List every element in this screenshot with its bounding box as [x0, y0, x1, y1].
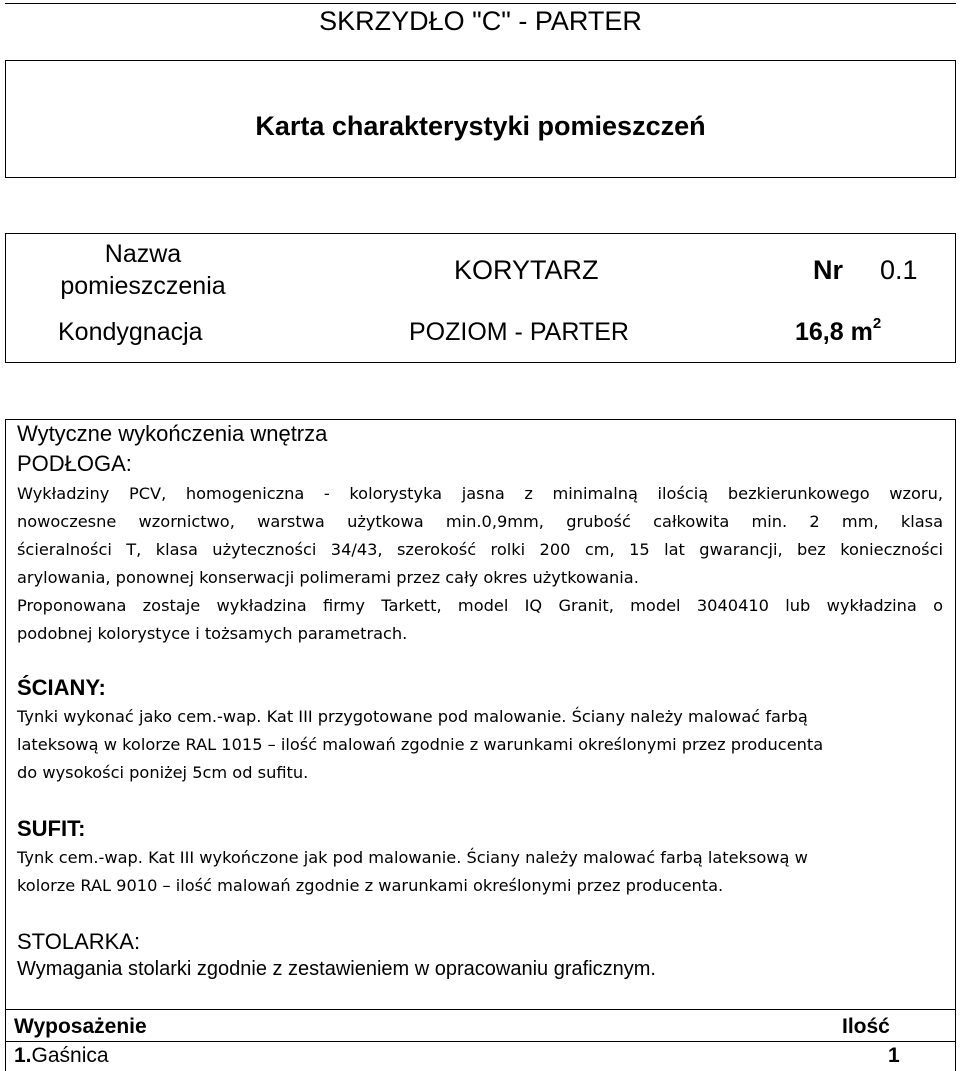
room-nr-label: Nr	[813, 255, 844, 285]
room-area-unit: 2	[872, 315, 882, 332]
section-title: SKRZYDŁO "C" - PARTER	[319, 6, 642, 36]
joinery-heading: STOLARKA:	[17, 929, 141, 954]
room-name-label-line2: pomieszczenia	[60, 272, 226, 300]
floor-line-3: ścieralności T, klasa użyteczności 34/43, szerokość rolki 200 cm, 15 lat gwarancji, bez konieczności	[17, 540, 943, 559]
equipment-row-name: Gaśnica	[31, 1044, 109, 1067]
ceiling-heading: SUFIT:	[17, 816, 86, 841]
floor-line-1: Wykładziny PCV, homogeniczna - kolorystyka jasna z minimalną ilością bezkierunkowego wzoru,	[17, 484, 943, 503]
level-value: POZIOM - PARTER	[409, 318, 629, 346]
equipment-row-number: 1.	[14, 1044, 32, 1067]
walls-line-3: do wysokości poniżej 5cm od sufitu.	[17, 763, 309, 782]
room-nr-value: 0.1	[880, 255, 918, 285]
equipment-row-qty: 1	[888, 1044, 900, 1067]
equipment-table-top	[5, 1009, 956, 1010]
level-label: Kondygnacja	[58, 318, 203, 346]
ceiling-line-2: kolorze RAL 9010 – ilość malowań zgodnie z warunkami określonymi przez producenta.	[17, 876, 724, 895]
room-area	[795, 316, 881, 348]
floor-heading: PODŁOGA:	[17, 451, 132, 476]
room-name-label-line1: Nazwa	[104, 240, 182, 268]
room-name-value: KORYTARZ	[454, 255, 599, 285]
joinery-text: Wymagania stolarki zgodnie z zestawieniem w opracowaniu graficznym.	[17, 958, 656, 980]
walls-heading: ŚCIANY:	[17, 675, 106, 700]
floor-line-5: Proponowana zostaje wykładzina firmy Tarkett, model IQ Granit, model 3040410 lub wykładzina o	[17, 596, 943, 615]
walls-line-1: Tynki wykonać jako cem.-wap. Kat III przygotowane pod malowanie. Ściany należy malować farbą	[17, 707, 808, 726]
table-row	[14, 1043, 109, 1069]
floor-line-4: arylowania, ponownej konserwacji polimerami przez cały okres użytkowania.	[17, 568, 639, 587]
room-area-value: 16,8 m	[795, 318, 873, 346]
equipment-col-item: Wyposażenie	[14, 1015, 147, 1038]
floor-line-6: podobnej kolorystyce i tożsamych parametrach.	[17, 624, 408, 643]
ceiling-line-1: Tynk cem.-wap. Kat III wykończone jak pod malowanie. Ściany należy malować farbą lateksową w	[17, 848, 808, 867]
room-name-label	[28, 238, 258, 302]
equipment-table-divider	[5, 1041, 956, 1042]
floor-line-2: nowoczesne wzornictwo, warstwa użytkowa min.0,9mm, grubość całkowita min. 2 mm, klasa	[17, 512, 943, 531]
equipment-col-qty: Ilość	[842, 1015, 890, 1038]
top-rule	[5, 3, 956, 4]
finishing-title: Wytyczne wykończenia wnętrza	[17, 421, 328, 446]
walls-line-2: lateksową w kolorze RAL 1015 – ilość malowań zgodnie z warunkami określonymi przez producenta	[17, 735, 824, 754]
card-title: Karta charakterystyki pomieszczeń	[255, 111, 706, 141]
